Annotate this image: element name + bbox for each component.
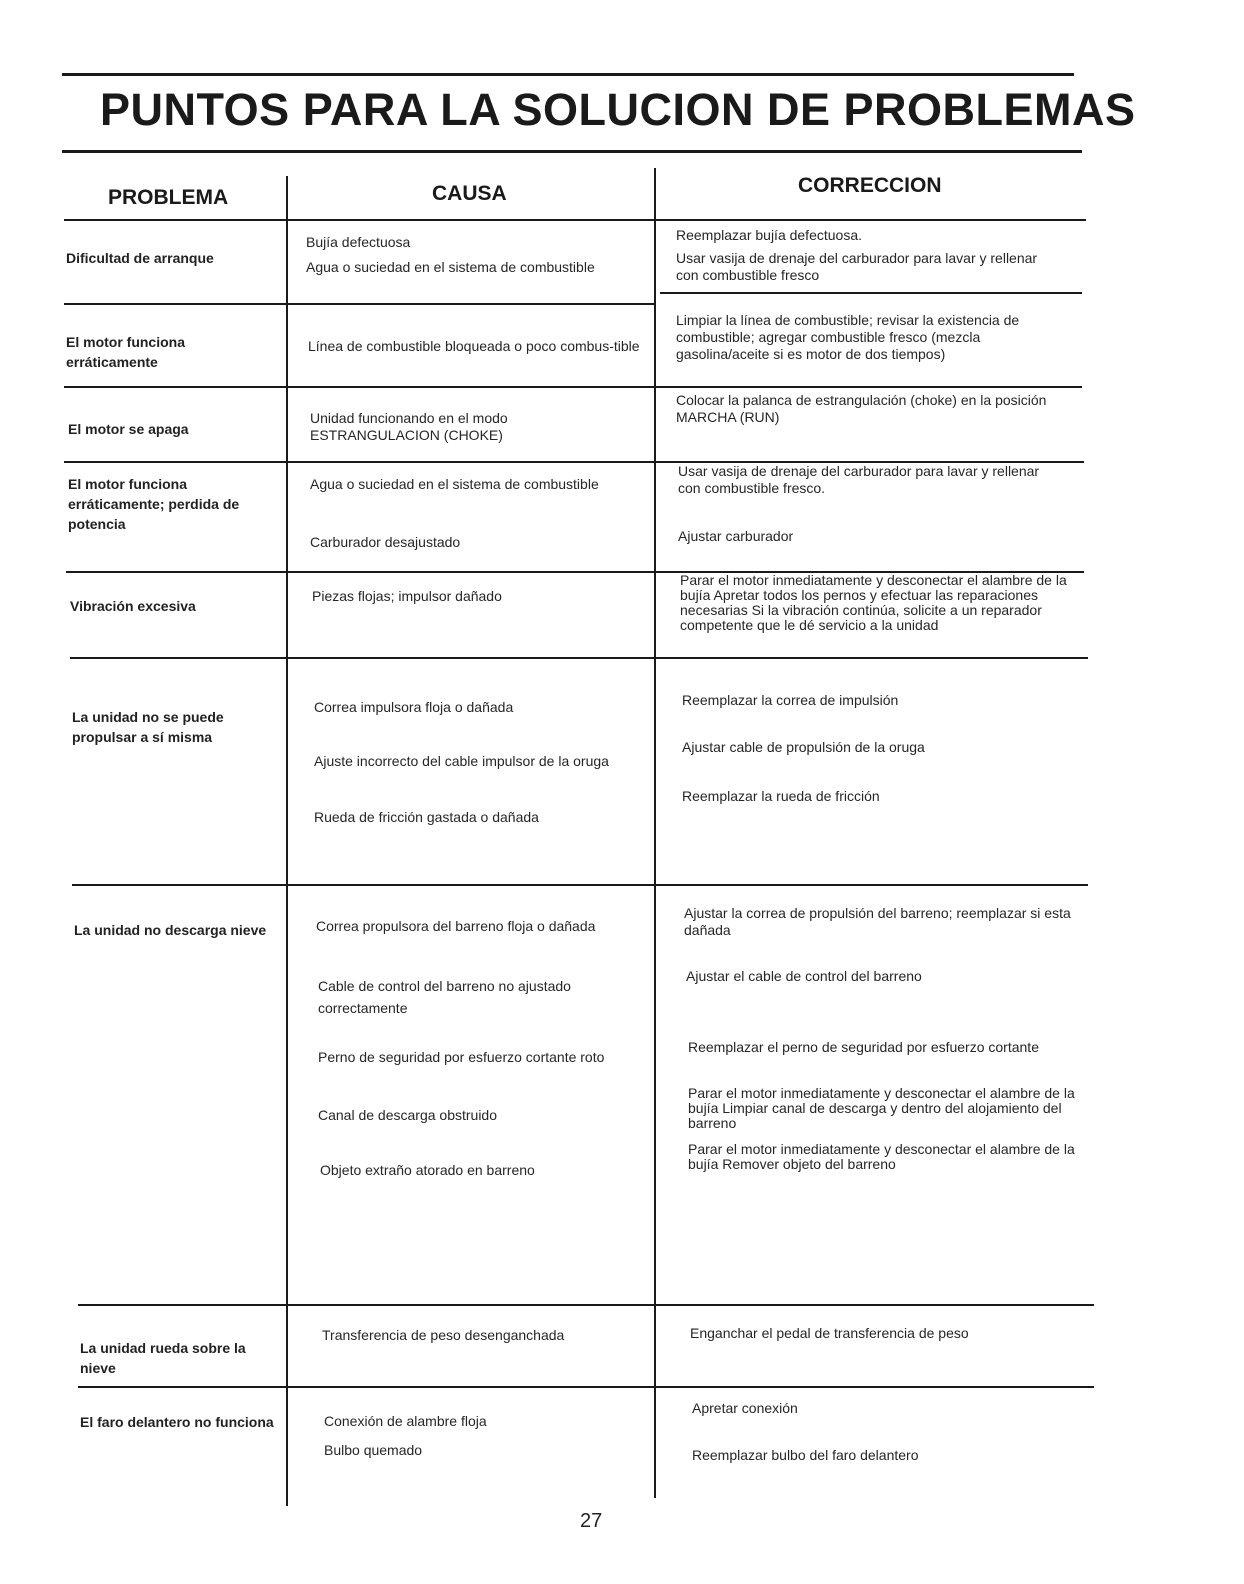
problem-label: El faro delantero no funciona [80,1414,274,1430]
row-rule [64,303,656,305]
correction-text: Limpiar la línea de combustible; revisar la existencia de combustible; agregar combustible fresco (mezcla gasolina/aceite si es motor de dos tiempos) [676,312,1020,362]
cause-text: Correa impulsora floja o dañada [314,699,514,715]
cause-text: Objeto extraño atorado en barreno [320,1162,535,1178]
row-rule [660,292,1082,294]
cause-text: Bujía defectuosa [306,234,411,250]
header-correccion: CORRECCION [798,174,942,197]
problem-label: La unidad rueda sobre la nieve [80,1340,246,1376]
correction-text: Usar vasija de drenaje del carburador para lavar y rellenar con combustible fresco. [678,463,1040,496]
header-problema: PROBLEMA [108,186,229,209]
cause-text: Rueda de fricción gastada o dañada [314,809,539,825]
row-rule [64,386,1082,388]
correction-text: Ajustar la correa de propulsión del barreno; reemplazar si esta dañada [684,905,1071,938]
cause-text: Perno de seguridad por esfuerzo cortante roto [318,1049,605,1065]
cause-text: Bulbo quemado [324,1442,423,1458]
correction-text: Reemplazar la rueda de fricción [682,788,880,804]
correction-text: Reemplazar bujía defectuosa. [676,227,862,243]
page-title: PUNTOS PARA LA SOLUCION DE PROBLEMAS [100,84,1136,135]
correction-text: Parar el motor inmediatamente y desconectar el alambre de la bujía Apretar todos los pernos y efectuar las reparaciones necesarias Si la vibración continúa, solicite a un reparador competente que le dé servicio a la unidad [680,572,1067,633]
correction-text: Reemplazar el perno de seguridad por esfuerzo cortante [688,1039,1039,1055]
row-rule [72,884,1088,886]
cause-text: Transferencia de peso desenganchada [322,1327,565,1343]
cause-text: Agua o suciedad en el sistema de combustible [310,476,599,492]
correction-text: Ajustar cable de propulsión de la oruga [682,739,925,755]
correction-text: Reemplazar bulbo del faro delantero [692,1447,919,1463]
correction-text: Reemplazar la correa de impulsión [682,692,899,708]
cause-text: Correa propulsora del barreno floja o dañada [316,918,596,934]
column-divider-2 [654,168,656,1498]
row-rule [78,1304,1094,1306]
cause-text: Línea de combustible bloqueada o poco combus-tible [308,338,640,354]
problem-label: Vibración excesiva [70,598,196,614]
cause-text: Conexión de alambre floja [324,1413,487,1429]
correction-text: Apretar conexión [692,1400,798,1416]
title-bottom-rule [62,150,1082,153]
cause-text: Unidad funcionando en el modo ESTRANGULACION (CHOKE) [310,410,508,443]
cause-text: Piezas flojas; impulsor dañado [312,588,502,604]
correction-text: Enganchar el pedal de transferencia de peso [690,1325,969,1341]
correction-text: Colocar la palanca de estrangulación (choke) en la posición MARCHA (RUN) [676,392,1047,425]
problem-label: El motor se apaga [68,421,189,437]
row-rule [70,657,1088,659]
problem-label: Dificultad de arranque [66,250,214,266]
correction-text: Parar el motor inmediatamente y desconectar el alambre de la bujía Remover objeto del barreno [688,1141,1075,1172]
problem-label: El motor funciona erráticamente [66,334,185,370]
header-causa: CAUSA [432,182,507,205]
problem-label: El motor funciona erráticamente; perdida de potencia [68,476,240,532]
column-divider-1 [286,176,288,1506]
row-rule [78,1386,1094,1388]
problem-label: La unidad no descarga nieve [74,922,267,938]
problem-label: La unidad no se puede propulsar a sí misma [72,709,224,745]
page-number: 27 [580,1510,603,1532]
cause-text: Carburador desajustado [310,534,461,550]
cause-text: Ajuste incorrecto del cable impulsor de la oruga [314,753,609,769]
cause-text: Cable de control del barreno no ajustado correctamente [318,978,571,1016]
correction-text: Ajustar el cable de control del barreno [686,968,922,984]
cause-text: Canal de descarga obstruido [318,1107,498,1123]
row-rule [64,219,1086,221]
correction-text: Parar el motor inmediatamente y desconectar el alambre de la bujía Limpiar canal de descarga y dentro del alojamiento del barreno [688,1085,1075,1131]
correction-text: Usar vasija de drenaje del carburador para lavar y rellenar con combustible fresco [676,250,1038,283]
title-top-rule [62,73,1074,76]
cause-text: Agua o suciedad en el sistema de combustible [306,259,595,275]
correction-text: Ajustar carburador [678,528,794,544]
